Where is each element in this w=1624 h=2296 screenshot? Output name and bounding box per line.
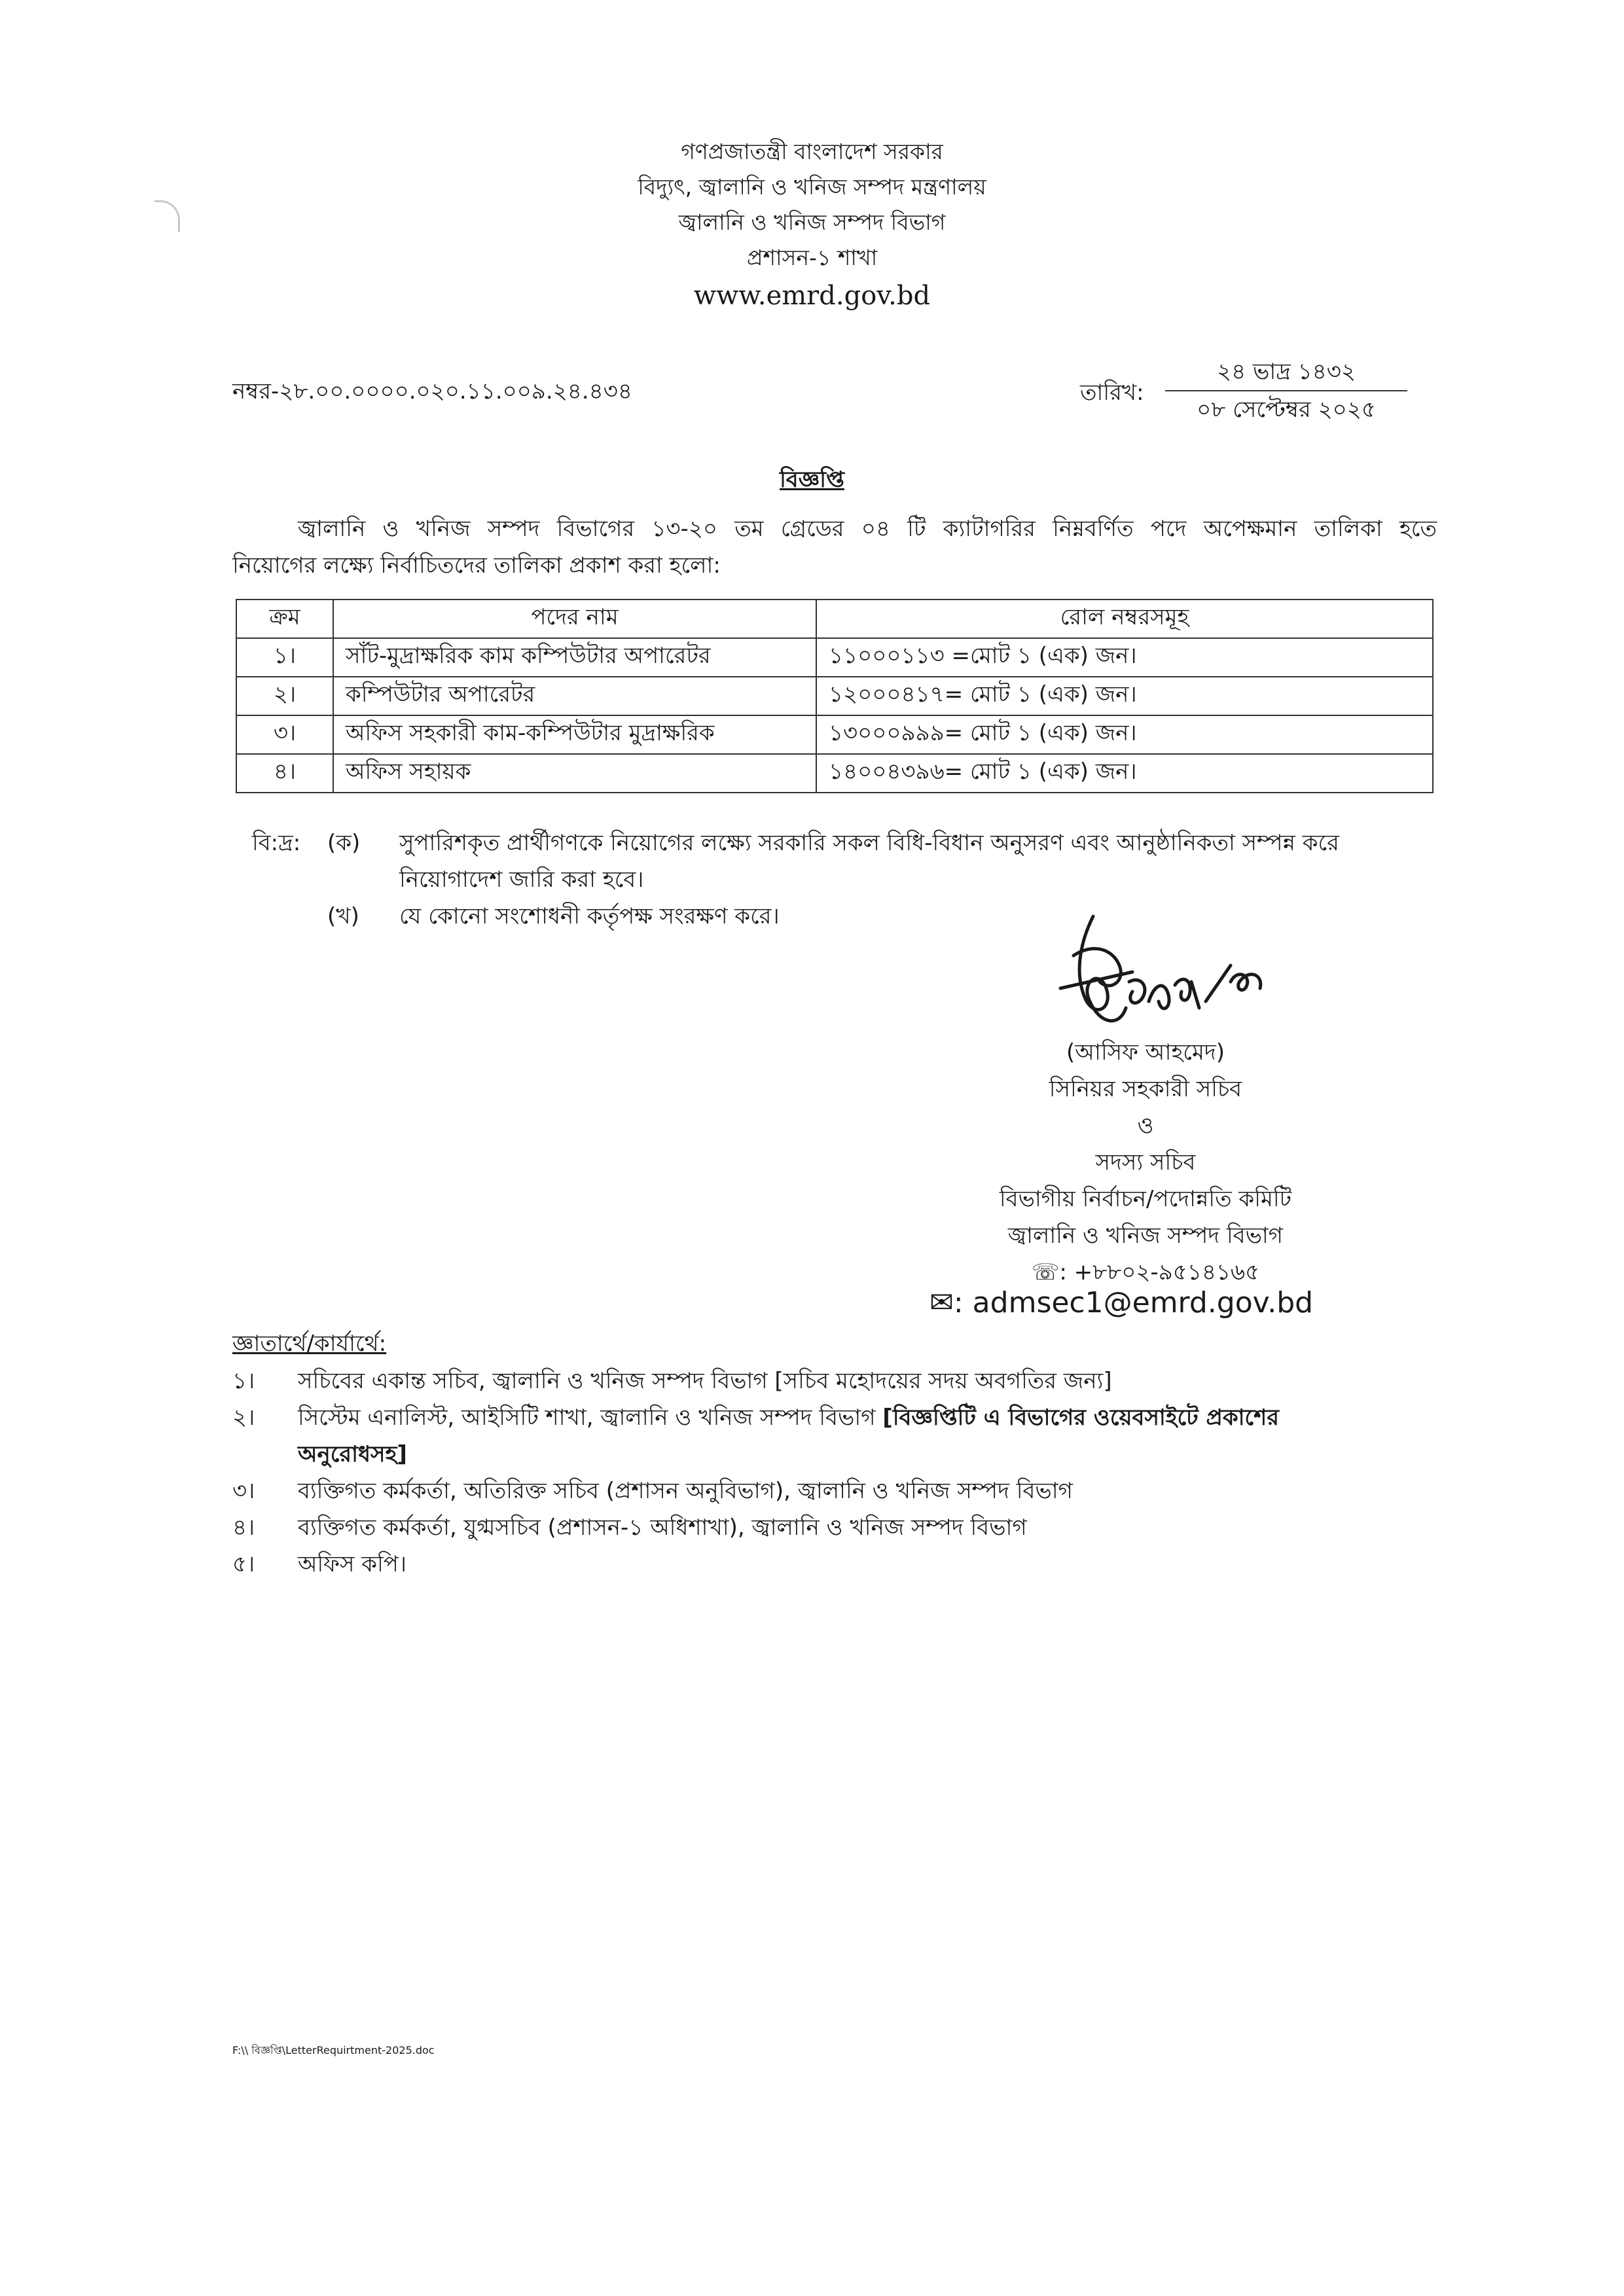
signatory-designation: সিনিয়র সহকারী সচিব xyxy=(1049,1076,1242,1102)
handwritten-signature xyxy=(1034,903,1309,1041)
date-label: তারিখ: xyxy=(1080,380,1144,406)
notice-title: বিজ্ঞপ্তি xyxy=(780,467,844,493)
date-bangla: ২৪ ভাদ্র ১৪৩২ xyxy=(1165,353,1407,391)
list-item-number: ৫। xyxy=(232,1551,255,1577)
signatory-and: ও xyxy=(1137,1113,1154,1139)
branch-name: প্রশাসন-১ শাখা xyxy=(746,245,878,270)
memo-number: নম্বর-২৮.০০.০০০০.০২০.১১.০০৯.২৪.৪৩৪ xyxy=(232,378,632,404)
list-item-number: ২। xyxy=(232,1405,255,1431)
list-item-text: ব্যক্তিগত কর্মকর্তা, যুগ্মসচিব (প্রশাসন-১ অধিশাখা), জ্বালানি ও খনিজ সম্পদ বিভাগ xyxy=(298,1515,1027,1541)
row-serial: ২। xyxy=(236,677,333,715)
note-b-text: যে কোনো সংশোধনী কর্তৃপক্ষ সংরক্ষণ করে। xyxy=(399,903,780,929)
notice-body xyxy=(232,511,1437,584)
notice-body-line-1: জ্বালানি ও খনিজ সম্পদ বিভাগের ১৩-২০ তম গ্রেডের ০৪ টি ক্যাটাগরির নিম্নবর্ণিত পদে অপেক্ষমান তালিকা হতে xyxy=(298,516,1437,542)
list-item-number: ৩। xyxy=(232,1478,255,1504)
notice-body-line-2: নিয়োগের লক্ষ্যে নির্বাচিতদের তালিকা প্রকাশ করা হলো: xyxy=(232,552,721,579)
date-block xyxy=(1165,353,1407,428)
email-address[interactable]: : admsec1@emrd.gov.bd xyxy=(953,1286,1314,1319)
row-serial: ১। xyxy=(236,638,333,677)
signatory-block xyxy=(962,1034,1329,1291)
row-roll: ১২০০০৪১৭= মোট ১ (এক) জন। xyxy=(816,677,1433,715)
row-serial: ৩। xyxy=(236,715,333,754)
list-item-text: সিস্টেম এনালিস্ট, আইসিটি শাখা, জ্বালানি ও খনিজ সম্পদ বিভাগ xyxy=(298,1405,883,1431)
note-a-line-2: নিয়োগাদেশ জারি করা হবে। xyxy=(399,867,644,893)
note-a-marker: (ক) xyxy=(327,830,361,856)
list-item xyxy=(232,1363,1437,1399)
list-item-number: ১। xyxy=(232,1368,255,1394)
signatory-email xyxy=(929,1286,1313,1319)
note-a-text xyxy=(399,825,1460,898)
list-item-number: ৪। xyxy=(232,1515,255,1541)
row-roll: ১১০০০১১৩ =মোট ১ (এক) জন। xyxy=(816,638,1433,677)
row-post: সাঁট-মুদ্রাক্ষরিক কাম কম্পিউটার অপারেটর xyxy=(333,638,816,677)
list-item-text: সচিবের একান্ত সচিব, জ্বালানি ও খনিজ সম্পদ বিভাগ [সচিব মহোদয়ের সদয় অবগতির জন্য] xyxy=(298,1368,1112,1394)
list-item xyxy=(232,1399,1437,1436)
list-item-request: [বিজ্ঞপ্তিটি এ বিভাগের ওয়েবসাইটে প্রকাশের xyxy=(882,1405,1279,1431)
col-serial-header: ক্রম xyxy=(236,600,333,638)
table-row xyxy=(236,677,1433,715)
date-english: ০৮ সেপ্টেম্বর ২০২৫ xyxy=(1197,397,1376,423)
list-item xyxy=(232,1509,1437,1546)
website-link[interactable]: www.emrd.gov.bd xyxy=(693,281,931,311)
col-post-header: পদের নাম xyxy=(333,600,816,638)
note-b-marker: (খ) xyxy=(327,903,359,929)
ministry-name: বিদ্যুৎ, জ্বালানি ও খনিজ সম্পদ মন্ত্রণালয় xyxy=(638,174,986,200)
row-post: অফিস সহকারী কাম-কম্পিউটার মুদ্রাক্ষরিক xyxy=(333,715,816,754)
row-post: অফিস সহায়ক xyxy=(333,754,816,793)
list-item-text: অফিস কপি। xyxy=(298,1551,407,1577)
selection-table xyxy=(236,599,1434,793)
list-item xyxy=(232,1546,1437,1583)
col-roll-header: রোল নম্বরসমূহ xyxy=(816,600,1433,638)
row-post: কম্পিউটার অপারেটর xyxy=(333,677,816,715)
distribution-heading: জ্ঞাতার্থে/কার্যার্থে: xyxy=(232,1331,387,1357)
phone-number[interactable]: : +৮৮০২-৯৫১৪১৬৫ xyxy=(1059,1259,1260,1285)
row-roll: ১৩০০০৯৯৯= মোট ১ (এক) জন। xyxy=(816,715,1433,754)
row-serial: ৪। xyxy=(236,754,333,793)
file-path: F:\\ বিজ্ঞপ্তি\LetterRequirtment-2025.doc xyxy=(232,2044,435,2056)
letterhead xyxy=(0,134,1624,314)
list-item-text: ব্যক্তিগত কর্মকর্তা, অতিরিক্ত সচিব (প্রশাসন অনুবিভাগ), জ্বালানি ও খনিজ সম্পদ বিভাগ xyxy=(298,1478,1073,1504)
signatory-division: জ্বালানি ও খনিজ সম্পদ বিভাগ xyxy=(1007,1223,1284,1249)
table-row xyxy=(236,754,1433,793)
table-header-row xyxy=(236,600,1433,638)
table-row xyxy=(236,715,1433,754)
phone-icon: ☏ xyxy=(1031,1259,1060,1285)
signatory-role: সদস্য সচিব xyxy=(1095,1149,1196,1175)
list-item xyxy=(232,1473,1437,1509)
note-label: বি:দ্র: xyxy=(252,830,301,856)
envelope-icon: ✉ xyxy=(929,1286,954,1319)
distribution-list xyxy=(232,1363,1437,1583)
govt-name: গণপ্রজাতন্ত্রী বাংলাদেশ সরকার xyxy=(681,139,943,164)
list-item-request-cont: অনুরোধসহ] xyxy=(298,1441,407,1467)
table-row xyxy=(236,638,1433,677)
division-name: জ্বালানি ও খনিজ সম্পদ বিভাগ xyxy=(678,209,946,235)
signatory-name: (আসিফ আহমেদ) xyxy=(1066,1039,1225,1066)
note-a-line-1: সুপারিশকৃত প্রার্থীগণকে নিয়োগের লক্ষ্যে সরকারি সকল বিধি-বিধান অনুসরণ এবং আনুষ্ঠানিকতা সম্পন্ন করে xyxy=(399,830,1339,856)
signatory-phone xyxy=(962,1254,1329,1291)
row-roll: ১৪০০৪৩৯৬= মোট ১ (এক) জন। xyxy=(816,754,1433,793)
signatory-committee: বিভাগীয় নির্বাচন/পদোন্নতি কমিটি xyxy=(999,1186,1292,1212)
